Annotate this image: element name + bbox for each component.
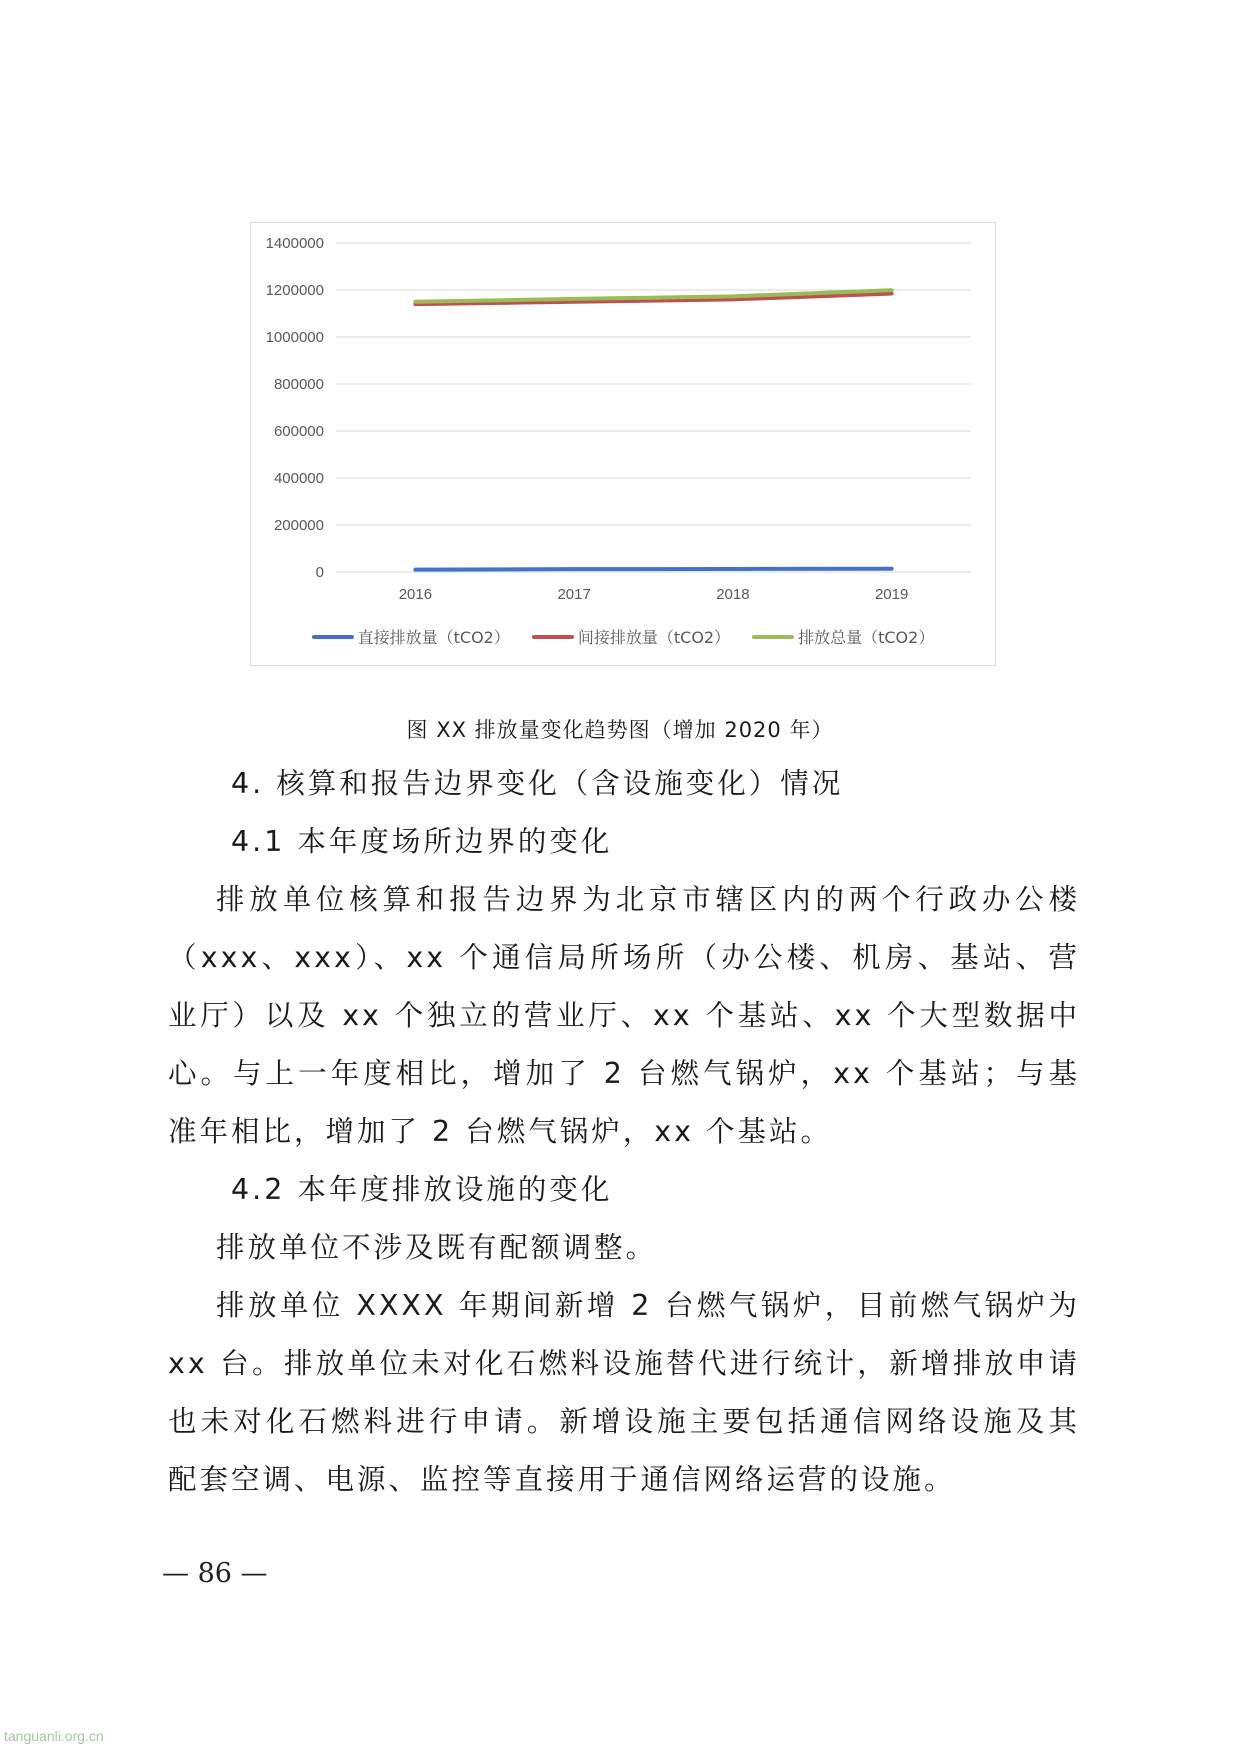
y-tick-label: 400000 — [273, 470, 324, 487]
legend-label: 排放总量（tCO2） — [798, 628, 935, 647]
chart-canvas — [251, 223, 997, 667]
legend-label: 直接排放量（tCO2） — [357, 628, 510, 647]
y-tick-label: 0 — [315, 564, 324, 581]
emissions-chart — [250, 222, 996, 666]
watermark: tanguanli.org.cn — [4, 1728, 104, 1744]
x-tick-label: 2019 — [874, 586, 909, 603]
page-number: — 86 — — [162, 1558, 268, 1589]
y-tick-label: 1000000 — [265, 329, 324, 346]
legend-swatch — [752, 635, 794, 639]
y-tick-label: 200000 — [273, 517, 324, 534]
series-line-1 — [415, 569, 891, 570]
y-tick-label: 1200000 — [265, 282, 324, 299]
paragraph-facilities: 排放单位 XXXX 年期间新增 2 台燃气锅炉，目前燃气锅炉为 xx 台。排放单位未对化石燃料设施替代进行统计，新增排放申请也未对化石燃料进行申请。新增设施主要包括通信网络设施及其配套空调、电源、监控等直接用于通信网络运营的设施。 — [168, 1289, 1080, 1496]
x-tick-label: 2018 — [716, 586, 750, 603]
section-heading-4: 4. 核算和报告边界变化（含设施变化）情况 — [231, 767, 844, 800]
legend-label: 间接排放量（tCO2） — [577, 628, 731, 647]
section-heading-4-1: 4.1 本年度场所边界的变化 — [231, 825, 613, 858]
x-tick-label: 2017 — [557, 586, 591, 603]
legend-swatch — [312, 635, 354, 639]
section-heading-4-2: 4.2 本年度排放设施的变化 — [231, 1173, 613, 1206]
y-tick-label: 600000 — [273, 423, 324, 440]
y-tick-label: 800000 — [273, 376, 324, 393]
figure-caption: 图 XX 排放量变化趋势图（增加 2020 年） — [406, 718, 834, 742]
chart-legend — [251, 625, 995, 648]
y-tick-label: 1400000 — [265, 235, 324, 252]
legend-item — [752, 625, 934, 648]
x-tick-label: 2016 — [398, 586, 433, 603]
body-text — [168, 755, 1080, 1509]
paragraph-quota: 排放单位不涉及既有配额调整。 — [216, 1231, 658, 1264]
paragraph-boundary: 排放单位核算和报告边界为北京市辖区内的两个行政办公楼（xxx、xxx）、xx 个通信局所场所（办公楼、机房、基站、营业厅）以及 xx 个独立的营业厅、xx 个基站、xx 个大型数据中心。与上一年度相比，增加了 2 台燃气锅炉，xx 个基站；与基准年相比，增加了 2 台燃气锅炉，xx 个基站。 — [168, 883, 1080, 1148]
legend-swatch — [532, 635, 574, 639]
legend-item — [532, 625, 730, 648]
legend-item — [312, 625, 510, 648]
